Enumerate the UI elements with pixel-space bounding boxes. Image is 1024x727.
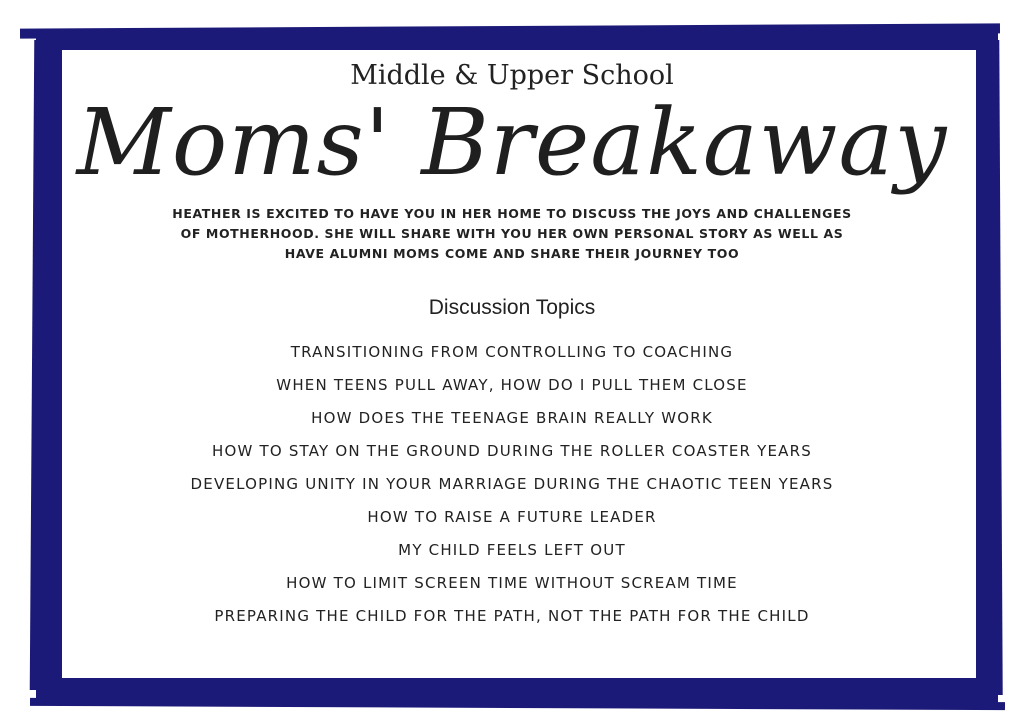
- topics-list: [0, 340, 1024, 637]
- topic-item: PREPARING THE CHILD FOR THE PATH, NOT THE PATH FOR THE CHILD: [214, 607, 810, 625]
- topic-item: HOW DOES THE TEENAGE BRAIN REALLY WORK: [311, 409, 713, 427]
- topic-item: HOW TO STAY ON THE GROUND DURING THE ROLLER COASTER YEARS: [212, 442, 812, 460]
- page-title: Moms' Breakaway: [76, 89, 948, 196]
- topic-item: WHEN TEENS PULL AWAY, HOW DO I PULL THEM CLOSE: [276, 376, 748, 394]
- topics-heading: Discussion Topics: [428, 296, 596, 319]
- topic-item: DEVELOPING UNITY IN YOUR MARRIAGE DURING THE CHAOTIC TEEN YEARS: [190, 475, 834, 493]
- topic-item: TRANSITIONING FROM CONTROLLING TO COACHING: [290, 343, 734, 361]
- topic-item: HOW TO RAISE A FUTURE LEADER: [367, 508, 657, 526]
- intro-text: HEATHER IS EXCITED TO HAVE YOU IN HER HOME TO DISCUSS THE JOYS AND CHALLENGES OF MOTHERHOOD. SHE WILL SHARE WITH YOU HER OWN PERSONAL STORY AS WELL AS HAVE ALUMNI MOMS COME AND SHARE THEIR JOURNEY TOO: [172, 206, 852, 261]
- topic-item: MY CHILD FEELS LEFT OUT: [398, 541, 626, 559]
- subtitle: Middle & Upper School: [350, 60, 674, 91]
- topic-item: HOW TO LIMIT SCREEN TIME WITHOUT SCREAM TIME: [286, 574, 738, 592]
